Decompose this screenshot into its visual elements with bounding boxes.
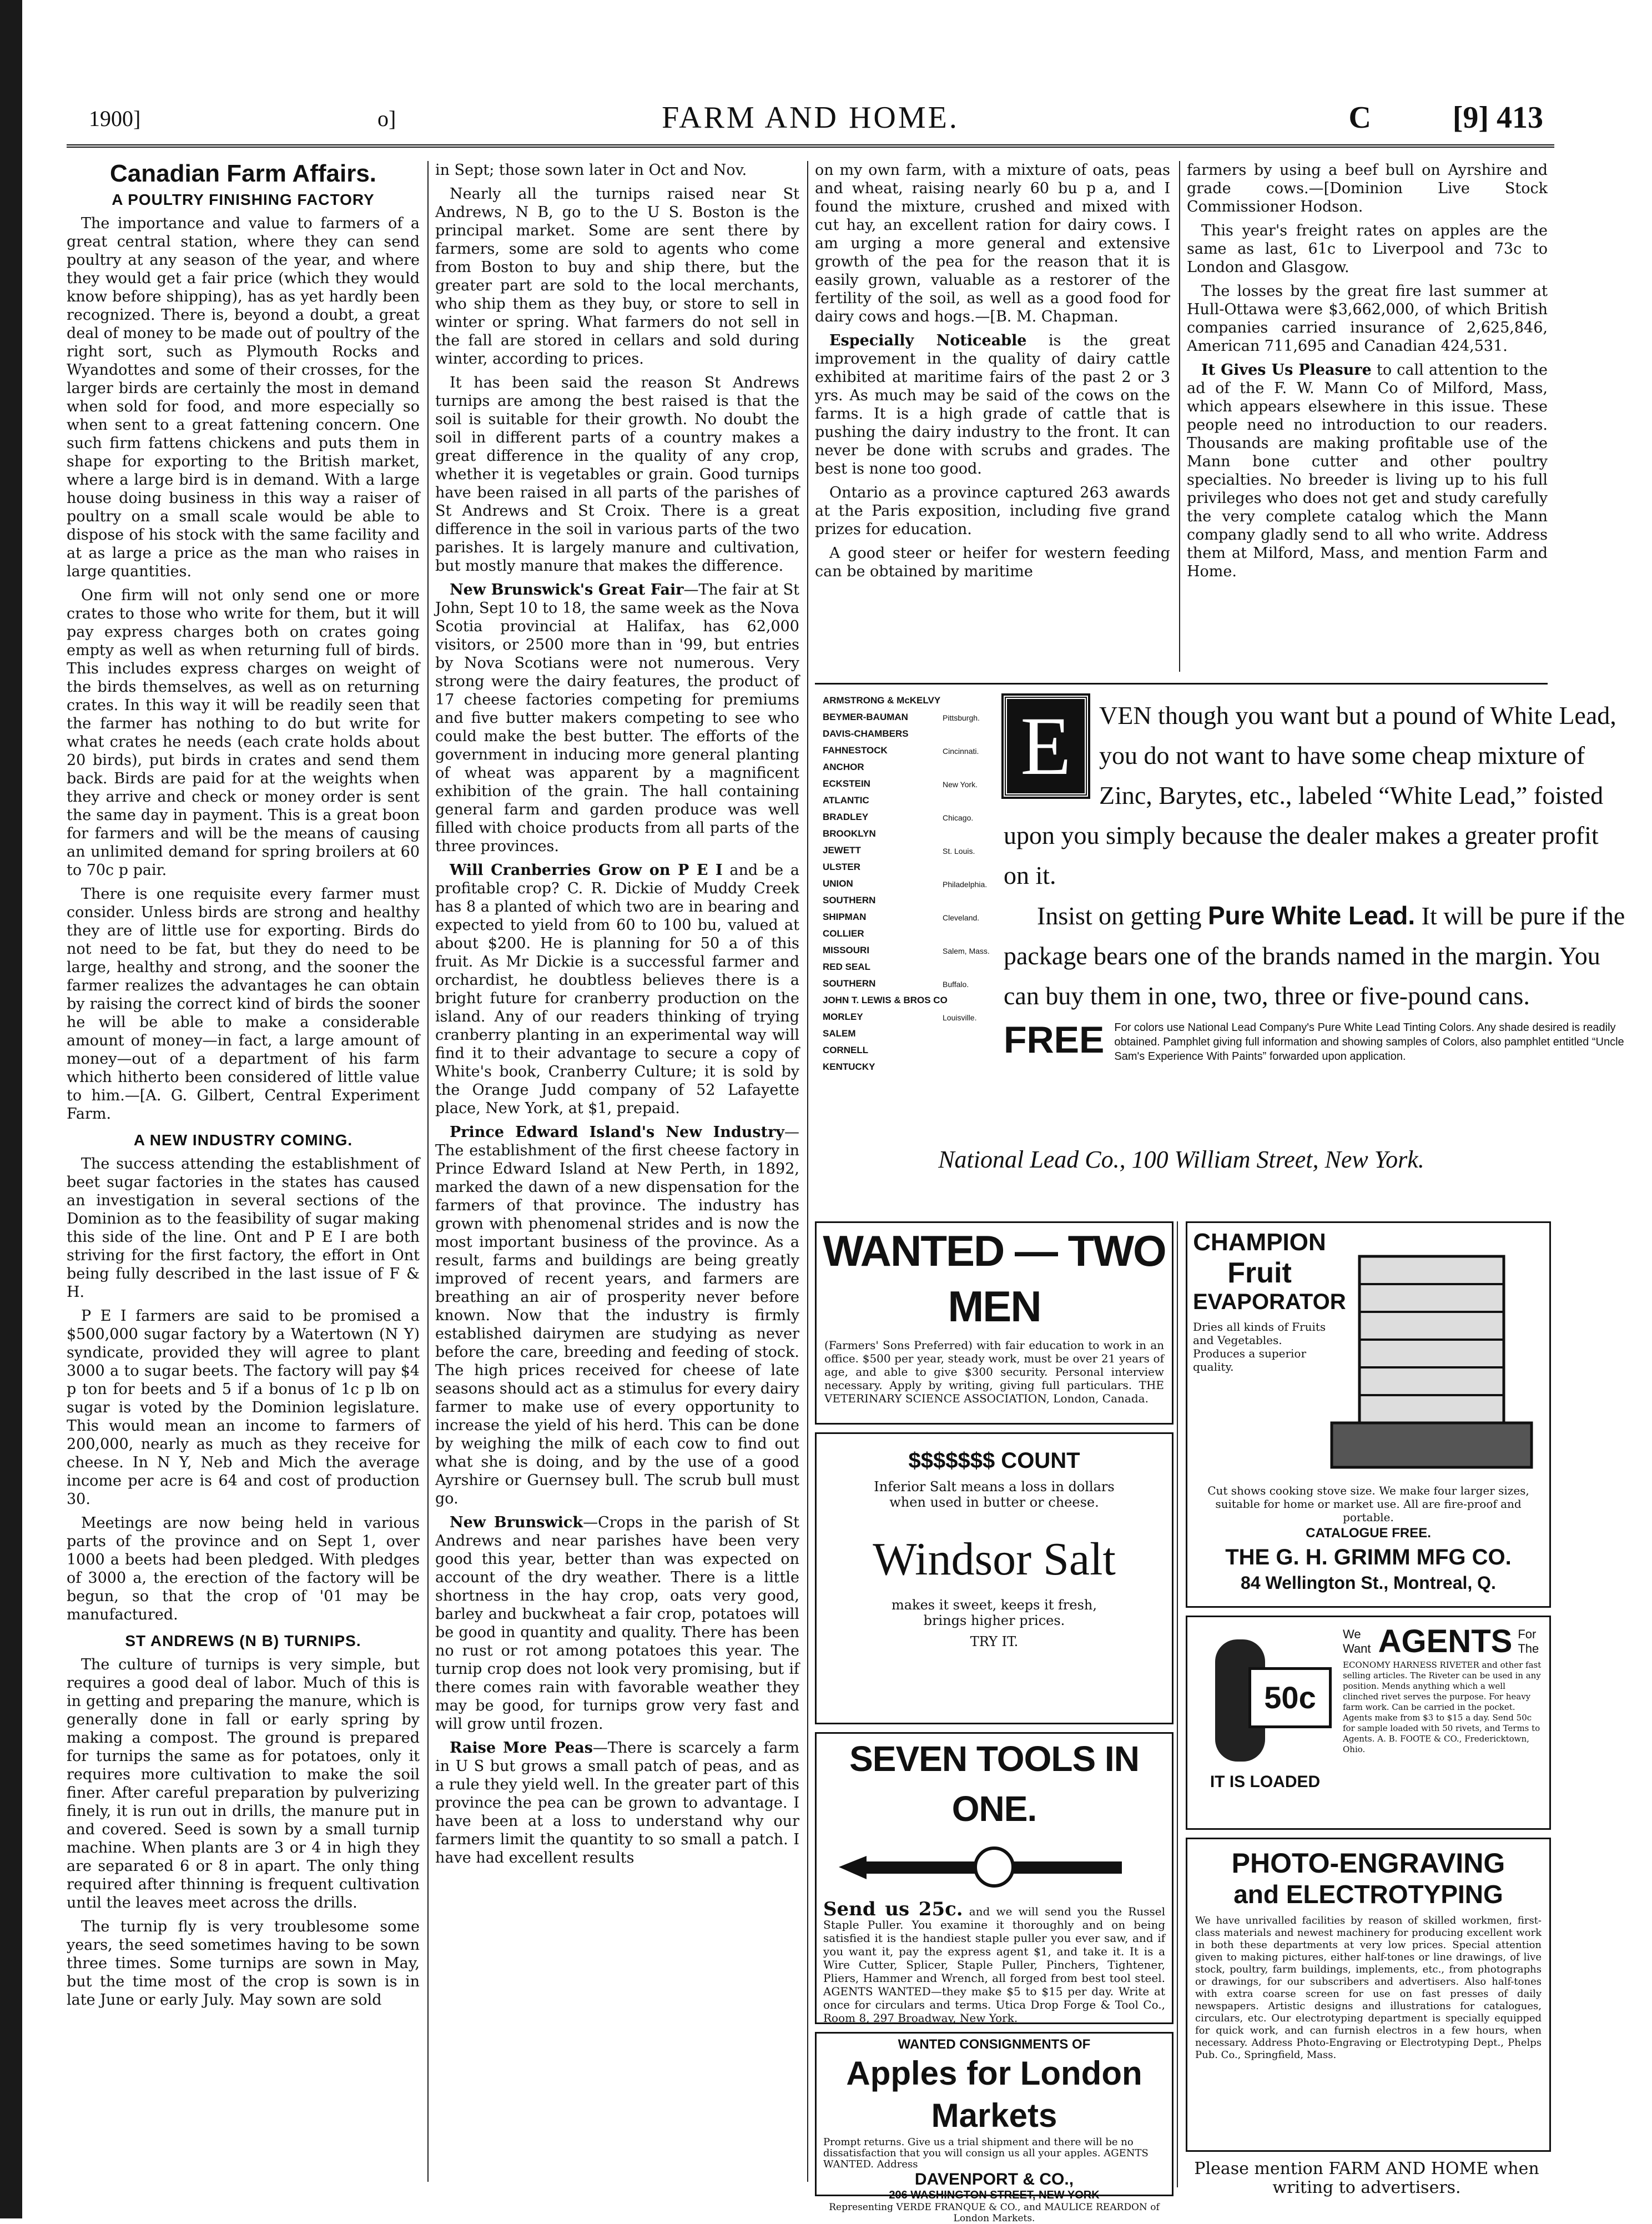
paragraph: on my own farm, with a mixture of oats, peas and wheat, raising nearly 60 bu p a, and I found the mixture, crushed and mixed with cut hay, an excellent ration for dairy cows. I am urging a more general and extensive growth of the pea for the reason that it is easily grown, valuable as a restorer of the fertility of the soil, as well as a good food for dairy cows and hogs.—[B. M. Chapman. [815,162,1170,325]
masthead-page-number: [9] 413 [1452,100,1543,135]
ad-text: We have unrivalled facilities by reason of skilled workmen, first-class materials and newest machinery for producing excellent work in both these departments at very low prices. Special attention given to making pictures, either half-tones or line drawings, of live stock, poultry, farm buildings, implements, etc., from photographs or drawings, for our subscribers and advertisers. Also half-tones with extra coarse screen for use on fast presses of daily newspapers. Artistic designs and illustrations for catalogues, circulars, etc. Our electrotyping department is specially equipped for quick work, and can furnish electros in a few hours, when necessary. Address Photo-Engraving or Electrotyping Dept., Phelps Pub. Co., Springfield, Mass. [1195,1915,1542,2061]
paragraph: P E I farmers are said to be promised a $500,000 sugar factory by a Watertown (N Y) syndicate, provided they will agree to plant 3000 a to sugar beets. The factory will pay $4 p ton for beets and 5 if a bonus of 1c p lb on sugar is voted by the Dominion legislature. This would mean an income to farmers of 200,000, nearly as much as they receive for cheese. In N Y, Neb and Mich the average income per acre is 64 and cost of production 30. [67,1307,420,1508]
city-label: Buffalo. [943,980,969,989]
wanted-ad [815,1221,1173,1425]
price-tag: 50c [1248,1667,1332,1728]
brand-item: FAHNESTOCK [823,745,888,756]
paragraph [1187,361,1548,581]
paragraph [435,581,799,856]
paragraph-body: —The establishment of the first cheese factory in Prince Edward Island at New Perth, in 1892, marked the dawn of a new dispensation for the farmers of that province. The industry has grown with phenomenal strides and is now the most important business of the province. As a result, farms and buildings are being greatly improved of recent years, and farmers are breathing an air of prosperity never before known. Now that the industry is firmly established dairymen are studying as never before the care, breeding and feeding of stock. The high prices received for cheese of late seasons should act as a stimulus for every dairy farmer to make use of every opportunity to increase the yield of his herd. This can be done by weighing the milk of each cow to find out what she is doing, and by the use of a good Ayrshire or Guernsey bull. The scrub bull must go. [435,1124,799,1507]
paragraph-body: to call attention to the ad of the F. W. Mann Co of Milford, Mass, which appears elsewhere in this issue. These people need no introduction to our readers. Thousands are making profitable use of the Mann bone cutter and other poultry specialties. No breeder is living up to his full privileges who does not get and study carefully the very complete catalog which the Mann company gladly send to all who write. Address them at Milford, Mass, and mention Farm and Home. [1187,361,1548,580]
free-offer [1004,1020,1625,1064]
paragraph-lead: Prince Edward Island's New Industry [450,1124,784,1141]
ad-emphasis: Send us 25c. [823,1898,963,1920]
paragraph: Nearly all the turnips raised near St Andrews, N B, go to the U S. Boston is the principal market. Some are sent there by farmers, some are sold to agents who come from Boston to buy and ship there, but the greater part are sold to the local merchants, who ship them as they buy, or store to sell in winter or spring. What farmers do not sell in the fall are stored in cellars and sold during winter, according to prices. [435,185,799,368]
section-heading: Canadian Farm Affairs. [109,160,377,187]
paragraph-lead: Will Cranberries Grow on P E I [450,862,723,879]
city-label: Chicago. [943,813,974,822]
city-label: St. Louis. [943,847,975,856]
paragraph: The importance and value to farmers of a great central station, where they can send poultry at any season of the year, and where they would get a fair price (which they would know before shipping), has as yet hardly been recognized. There is, beyond a doubt, a great deal of money to be made out of poultry of the right sort, such as Plymouth Rocks and Wyandottes and some of their crosses, for the larger birds are certainly the most in demand when sold for food, and more especially so when sent to a great fattening concern. One such firm fattens chickens and puts them in shape for exporting to the British market, where a large bird is in demand. With a large house doing business in this way a raiser of poultry on a small scale would be able to dispose of his stock with the same facility and at as large a price as the man who raises in large quantities. [67,215,420,580]
brand-item: SOUTHERN [823,895,876,905]
ad-footer: National Lead Co., 100 William Street, New York. [938,1146,1424,1173]
column-rule [807,161,808,2182]
paragraph: The culture of turnips is very simple, but requires a good deal of labor. Much of this is in getting and preparing the manure, which is generally done in fall or early spring by making a compost. The ground is prepared for turnips the same as for potatoes, only it requires more cultivation to make the soil finer. After careful preparation by pulverizing finely, it is run out in drills, the manure put in and covered. Seed is sown by a small turnip machine. When plants are 3 or 4 in high they are separated 6 or 8 in apart. The only thing required after thinning is frequent cultivation until the leaves meet across the drills. [67,1656,420,1911]
city-label: Cincinnati. [943,747,979,756]
brand-item: RED SEAL [823,962,870,972]
article-title: ST ANDREWS (N B) TURNIPS. [125,1632,361,1649]
brand-item: BEYMER-BAUMAN [823,712,908,722]
city-label: New York. [943,780,978,789]
loaded-label: IT IS LOADED [1210,1773,1321,1791]
brand-item: KENTUCKY [823,1061,875,1072]
column-4 [1187,161,1548,672]
brand-item: ECKSTEIN [823,778,870,789]
paragraph-body: —Crops in the parish of St Andrews and near parishes have been very good this year, better than was expected on account of the dry weather. There is a little shortness in the hay crop, oats very good, barley and buckwheat a fair crop, potatoes will be good in quantity and quality. There has been no rust or rot among potatoes this year. The turnip crop does not look very promising, but if there comes rain with favorable weather they may be good, for turnips grow very fast and will grow until frozen. [435,1514,800,1733]
city-label: Salem, Mass. [943,947,990,955]
ad-text: Prompt returns. Give us a trial shipment and there will be no dissatisfaction that you will consign us all your apples. AGENTS WANTED. Address [823,2136,1149,2170]
paragraph: This year's freight rates on apples are the same as last, 61c to Liverpool and 73c to London and Glasgow. [1187,222,1548,276]
free-label: FREE [1004,1019,1105,1061]
ad-emphasis: Pure White Lead. [1207,901,1416,930]
tool-pivot [975,1848,1013,1886]
ad-body [1004,696,1625,1064]
ad-text: Dries all kinds of Fruits and Vegetables. Produces a superior quality. [1193,1320,1326,1373]
brand-item: DAVIS-CHAMBERS [823,728,909,739]
paragraph: There is one requisite every farmer must consider. Unless birds are strong and healthy they are of little use for exporting. Birds do not need to be fat, but they do need to be large, healthy and strong, and the sooner the farmer realizes the advantages he can obtain by raising the correct kind of birds the sooner he will be able to make a considerable amount of money—in fact, a large amount of money—out of a department of his farm which hitherto been considered of little value to him.—[A. G. Gilbert, Central Experiment Farm. [67,885,420,1123]
ad-heading-row [1343,1623,1543,1660]
column-rule [1179,161,1180,672]
masthead-bracket: o] [377,106,396,131]
city-label: Cleveland. [943,913,980,922]
ad-address: 206 WASHINGTON STREET, NEW YORK [889,2189,1100,2201]
paragraph-lead: New Brunswick [450,1514,583,1531]
column-rule [427,161,429,2182]
ad-title: WANTED — TWO MEN [823,1226,1166,1331]
paragraph-lead: Especially Noticeable [829,332,1027,349]
tool-head [839,1856,867,1879]
masthead-page-mark: C [1348,100,1371,135]
paragraph: Ontario as a province captured 263 awards at the Paris exposition, including five grand prizes for education. [815,484,1170,538]
scan-edge-shadow [0,0,22,2218]
paragraph [435,1513,799,1733]
brand-item: SOUTHERN [823,978,876,989]
brand-item: COLLIER [823,928,864,939]
brand-item: ATLANTIC [823,795,869,806]
windsor-salt-ad [815,1432,1173,1724]
article-title: A POULTRY FINISHING FACTORY [112,191,375,208]
ad-title: Apples for London Markets [846,2055,1142,2134]
paragraph [815,331,1170,478]
ad-firm: DAVENPORT & CO., [914,2170,1074,2188]
brand-item: ANCHOR [823,762,864,772]
ad-title: PHOTO-ENGRAVING [1231,1848,1505,1879]
brand-name: Windsor Salt [873,1533,1116,1585]
brand-item: ULSTER [823,862,860,872]
masthead [67,100,1554,148]
brand-cities [943,701,990,1034]
paragraph-body: —There is scarcely a farm in U S but grows a small patch of peas, and as a rule they yield well. In the greater part of this province the pea can be grown to advantage. I have been at a loss to understand why our farmers limit the quantity to so small a patch. I have had excellent results [435,1739,799,1866]
brand-item: SALEM [823,1028,856,1039]
paragraph [435,861,799,1118]
paragraph-body: is the great improvement in the quality of dairy cattle exhibited at maritime fairs of the past 2 or 3 yrs. As much may be said of the cows on the farms. It is a high grade of cattle that is pushing the dairy industry to the front. It can never be done with scrubs and grades. The best is none too good. [815,332,1170,477]
tool-icon [817,1834,1172,1900]
champion-evaporator-ad [1186,1221,1551,1608]
newspaper-page [67,50,1625,2224]
paragraph-body: and be a profitable crop? C. R. Dickie of Muddy Creek has 8 a planted of which two are in bearing and expected to yield from 60 to 100 bu, valued at about $200. He is planning for 50 a of this fruit. As Mr Dickie is a successful farmer and orchardist, he doubtless believes there is a bright future for cranberry production on the island. Any of our readers thinking of trying cranberry planting in an experimental way will find it to their advantage to secure a copy of White's book, Cranberry Culture; it is sold by the Orange Judd company of 52 Lafayette place, New York, at $1, prepaid. [435,862,799,1117]
paragraph: farmers by using a beef bull on Ayrshire and grade cows.—[Dominion Live Stock Commissioner Hodson. [1187,162,1548,215]
paragraph: Meetings are now being held in various parts of the province and on Sept 1, over 1000 a beets had been pledged. With pledges of 3000 a, the erection of the factory will be begun, so that the crop of '01 may be manufactured. [67,1514,420,1623]
masthead-year: 1900] [89,106,141,131]
brand-item: BRADLEY [823,812,869,822]
ad-text: VEN though you want but a pound of White Lead, you do not want to have some cheap mixture of Zinc, Barytes, etc., labeled “White Lead,” foisted upon you simply because the dealer makes a greater profit on it. [1004,701,1616,889]
paragraph [435,1739,799,1867]
brand-item: JOHN T. LEWIS & BROS CO [823,995,948,1005]
brand-item: CORNELL [823,1045,869,1055]
brand-item: SHIPMAN [823,912,867,922]
brand-item: BROOKLYN [823,828,876,839]
masthead-title: FARM AND HOME. [662,100,959,135]
ad-text: TRY IT. [970,1634,1019,1649]
ad-paragraph [1004,895,1625,1016]
ad-title: CHAMPION [1193,1229,1326,1256]
ad-text: It will be pure if the package bears one of the brands named in the margin. You can buy them in one, two, three or five-pound cans. [1004,902,1625,1010]
paragraph-body: —The fair at St John, Sept 10 to 18, the same week as the Nova Scotia provincial at Halifax, has 62,000 visitors, or 2500 more than in '99, but entries by Nova Scotians were not numerous. Very strong were the dairy features, the product of 17 cheese factories competing for premiums and five butter makers competing to see who could make the best butter. The efforts of the government in inducing more general planting of wheat was apparent by a magnificent exhibition of the grain. The hall containing general farm and garden produce was well filled with choice products from all parts of the three provinces. [435,581,799,855]
column-1 [67,161,420,2182]
paragraph: in Sept; those sown later in Oct and Nov. [435,162,747,179]
stove-base [1332,1423,1532,1467]
ad-title: Fruit [1227,1257,1292,1289]
paragraph: One firm will not only send one or more crates to those who write for them, but it will pay express charges both on crates going empty as well as when returning full of birds. This includes express charges on weight of the birds themselves, as well as on returning crates. In this way it will be readily seen that the farmer has nothing to do but write for what crates he needs (each crate holds about 20 birds), put birds in crates and send them back. Birds are paid for at the weights when they arrive and check or money order is sent the same day in payment. This is a great boon for farmers and will be the means of causing an unlimited demand for spring broilers at 60 to 70c p pair. [67,587,420,879]
photo-engraving-ad [1186,1838,1551,2152]
evaporator-icon [1326,1234,1543,1478]
apples-ad [815,2032,1173,2224]
ad-text: (Farmers' Sons Preferred) with fair education to work in an office. $500 per year, steady work, must be over 21 years of age, and able to give $300 security. Personal interview necessary. Apply by writing, giving full particulars. THE VETERINARY SCIENCE ASSOCIATION, London, Canada. [824,1339,1164,1405]
ad-address: 84 Wellington St., Montreal, Q. [1241,1573,1496,1593]
paragraph-lead: New Brunswick's Great Fair [450,581,684,598]
column-rule [1177,1221,1178,2187]
ad-text: Representing VERDE FRANQUE & CO., and MAULICE REARDON of London Markets. [829,2202,1160,2224]
mention-notice: Please mention FARM AND HOME when writing to advertisers. [1194,2159,1539,2197]
scan-top-margin [0,0,1652,39]
paragraph: The turnip fly is very troublesome some years, the seed sometimes having to be sown three times. Some turnips are sown in May, but the time most of the crop is sown is in late June or early July. May sown are sold [67,1918,420,2009]
ad-firm: THE G. H. GRIMM MFG CO. [1225,1545,1512,1569]
seven-tools-ad [815,1732,1173,2024]
column-2 [435,161,799,2182]
brand-item: JEWETT [823,845,861,856]
column-3 [815,161,1170,672]
paragraph: It has been said the reason St Andrews turnips are among the best raised is that the soil is suitable for their growth. No doubt the soil in different parts of a country makes a great difference in the quality of any crop, whether it is vegetables or grain. Good turnips have been raised in all parts of the parishes of St Andrews and St Croix. There is a great difference in the soil in various parts of the two parishes. It is largely manure and cultivation, but mostly manure that makes the difference. [435,374,799,575]
paragraph: A good steer or heifer for western feeding can be obtained by maritime [815,545,1170,580]
white-lead-ad [815,683,1625,1184]
paragraph: The losses by the great fire last summer at Hull-Ottawa were $3,662,000, of which British companies carried insurance of 2,625,846, American 711,695 and Canadian 424,531. [1187,283,1548,355]
free-text: For colors use National Lead Company's Pure White Lead Tinting Colors. Any shade desired is readily obtained. Pamphlet giving full information and showing samples of Colors, also pamphlet entitled “Uncle Sam's Experience With Paints” forwarded upon application. [1114,1022,1624,1063]
ad-text: We Want [1343,1627,1371,1656]
ad-subtitle: CATALOGUE FREE. [1306,1526,1431,1541]
ad-text: Inferior Salt means a loss in dollars when used in butter or cheese. [874,1479,1115,1510]
ad-title: SEVEN TOOLS IN ONE. [849,1739,1139,1829]
paragraph [435,1123,799,1508]
ad-text: ECONOMY HARNESS RIVETER and other fast selling articles. The Riveter can be used in any position. Mends anything which a well clinched rivet serves the purpose. For heavy farm work. Can be carried in the pocket. Agents make from $3 to $15 a day. Send 50c for sample loaded with 50 rivets, and Terms to Agents. A. B. FOOTE & CO., Fredericktown, Ohio. [1343,1660,1542,1754]
brand-item: MISSOURI [823,945,870,955]
ad-text: Cut shows cooking stove size. We make four larger sizes, suitable for home or market use. All are fire-proof and portable. [1207,1484,1529,1524]
brand-item: MORLEY [823,1012,863,1022]
riveter-image [1198,1628,1332,1817]
article-title: A NEW INDUSTRY COMING. [133,1131,353,1149]
ad-heading-block [1193,1229,1346,1373]
ad-subtitle: WANTED CONSIGNMENTS OF [898,2037,1091,2052]
ad-heading-block [1343,1623,1543,1755]
agents-riveter-ad [1186,1616,1551,1830]
ad-title: and ELECTROTYPING [1233,1880,1503,1909]
ad-text [817,1898,1172,2025]
city-label: Louisville. [943,1013,977,1022]
ad-title: EVAPORATOR [1193,1290,1346,1314]
paragraph: The success attending the establishment of beet sugar factories in the states has caused an investigation in several sections of the Dominion as to the feasibility of sugar making this side of the line. Ont and P E I are both striving for the first factory, the effort in Ont being fully described in the last issue of F & H. [67,1155,420,1301]
paragraph-lead: Raise More Peas [450,1739,593,1757]
ad-text: makes it sweet, keeps it fresh, brings higher prices. [891,1597,1097,1628]
ad-title: AGENTS [1378,1623,1513,1659]
brand-item: UNION [823,878,853,889]
ad-text: Insist on getting [1037,902,1208,930]
drop-cap: E [1004,696,1088,797]
city-label: Pittsburgh. [943,713,980,722]
ad-title: $$$$$$$ COUNT [908,1448,1080,1473]
ad-text: and we will send you the Russel Staple Puller. You examine it thoroughly and on being satisfied it is the handiest staple puller you ever saw, and if you want it, pay the express agent $1, and take it. It is a Wire Cutter, Splicer, Staple Puller, Pinchers, Tightener, Pliers, Hammer and Wrench, all forged from best tool steel. AGENTS WANTED—they make $5 to $15 per day. Write at once for circulars and terms. Utica Drop Forge & Tool Co., Room 8, 297 Broadway, New York. [823,1905,1165,2025]
city-label: Philadelphia. [943,880,988,889]
brand-item: ARMSTRONG & McKELVY [823,695,941,706]
ad-text: For The [1518,1627,1539,1656]
paragraph-lead: It Gives Us Pleasure [1201,361,1372,379]
